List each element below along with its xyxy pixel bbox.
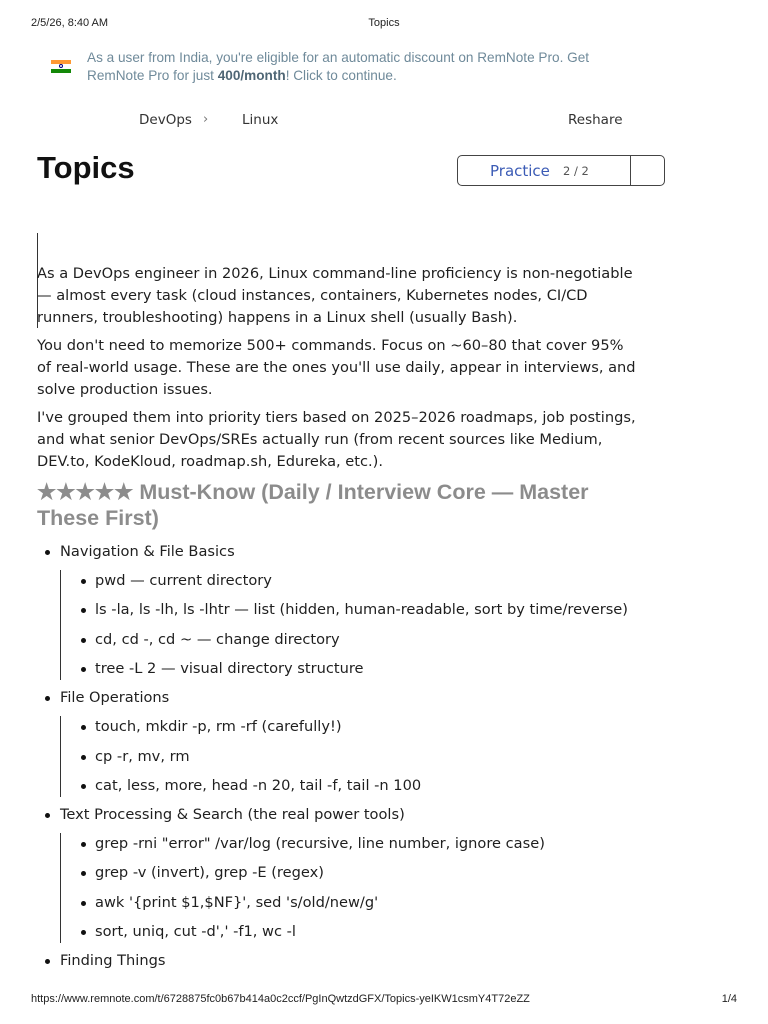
list-item[interactable]: grep -rni "error" /var/log (recursive, line number, ignore case) bbox=[72, 833, 641, 855]
intro-paragraph-3[interactable]: I've grouped them into priority tiers based on 2025–2026 roadmaps, job postings, and what senior DevOps/SREs actually run (from recent sources like Medium, DEV.to, KodeKloud, roadmap.sh, Edureka, etc.). bbox=[37, 409, 636, 470]
print-footer bbox=[31, 993, 737, 1007]
practice-label: Practice bbox=[490, 162, 550, 180]
practice-divider bbox=[630, 156, 631, 185]
list-item[interactable]: cd, cd -, cd ~ — change directory bbox=[72, 629, 641, 651]
print-page-number: 1/4 bbox=[721, 993, 737, 1005]
print-title: Topics bbox=[368, 17, 400, 29]
list-item[interactable]: pwd — current directory bbox=[72, 570, 641, 592]
banner-text-start: As a user from India, you're eligible for an automatic discount on RemNote Pro. Get RemNote Pro for just bbox=[87, 50, 590, 83]
sub-list bbox=[60, 570, 641, 680]
sub-list bbox=[60, 716, 641, 797]
document-content bbox=[37, 263, 641, 979]
banner-message[interactable] bbox=[87, 49, 647, 85]
print-date: 2/5/26, 8:40 AM bbox=[31, 17, 109, 29]
reshare-button[interactable]: Reshare bbox=[568, 112, 623, 128]
intro-paragraph-2[interactable]: You don't need to memorize 500+ commands. Focus on ~60–80 that cover 95% of real-world usage. These are the ones you'll use daily, appear in interviews, and solve production issues. bbox=[37, 337, 636, 398]
list-item[interactable]: cp -r, mv, rm bbox=[72, 746, 641, 768]
list-item-finding-things[interactable] bbox=[37, 950, 641, 972]
practice-button[interactable] bbox=[457, 155, 665, 186]
group-label: Text Processing & Search (the real power tools) bbox=[60, 805, 405, 823]
list-item-navigation[interactable] bbox=[37, 541, 641, 680]
group-label: Navigation & File Basics bbox=[60, 543, 235, 560]
group-label: File Operations bbox=[60, 689, 170, 707]
list-item[interactable]: touch, mkdir -p, rm -rf (carefully!) bbox=[72, 716, 641, 738]
list-item[interactable]: cat, less, more, head -n 20, tail -f, tail -n 100 bbox=[72, 775, 641, 797]
list-item[interactable]: ls -la, ls -lh, ls -lhtr — list (hidden, human-readable, sort by time/reverse) bbox=[72, 599, 641, 621]
group-label: Finding Things bbox=[60, 952, 166, 970]
breadcrumb-linux[interactable]: Linux bbox=[242, 112, 279, 128]
breadcrumb-devops[interactable]: DevOps bbox=[139, 112, 192, 128]
list-item[interactable]: grep -v (invert), grep -E (regex) bbox=[72, 862, 641, 884]
sub-list bbox=[60, 833, 641, 943]
list-item-file-operations[interactable] bbox=[37, 687, 641, 797]
india-flag-icon bbox=[51, 60, 71, 73]
print-header bbox=[31, 17, 737, 31]
banner-text-end: ! Click to continue. bbox=[285, 68, 397, 83]
list-item-text-processing[interactable] bbox=[37, 804, 641, 943]
intro-paragraph-1[interactable]: As a DevOps engineer in 2026, Linux command-line proficiency is non-negotiable — almost every task (cloud instances, containers, Kubernetes nodes, CI/CD runners, troubleshooting) happens in a Linux shell (usually Bash). bbox=[37, 265, 633, 326]
page-title: Topics bbox=[37, 150, 135, 185]
list-item[interactable]: awk '{print $1,$NF}', sed 's/old/new/g' bbox=[72, 892, 641, 914]
list-item[interactable]: sort, uniq, cut -d',' -f1, wc -l bbox=[72, 921, 641, 943]
print-url: https://www.remnote.com/t/6728875fc0b67b414a0c2ccf/PgInQwtzdGFX/Topics-yeIKW1csmY4T72eZZ bbox=[31, 993, 530, 1005]
practice-count: 2 / 2 bbox=[563, 164, 589, 178]
banner-price: 400/month bbox=[217, 68, 286, 83]
list-item[interactable]: tree -L 2 — visual directory structure bbox=[72, 658, 641, 680]
chevron-right-icon: › bbox=[203, 112, 209, 127]
topic-list bbox=[37, 541, 641, 972]
section-heading-must-know[interactable]: ★★★★★ Must-Know (Daily / Interview Core — Master These First) bbox=[37, 480, 589, 530]
